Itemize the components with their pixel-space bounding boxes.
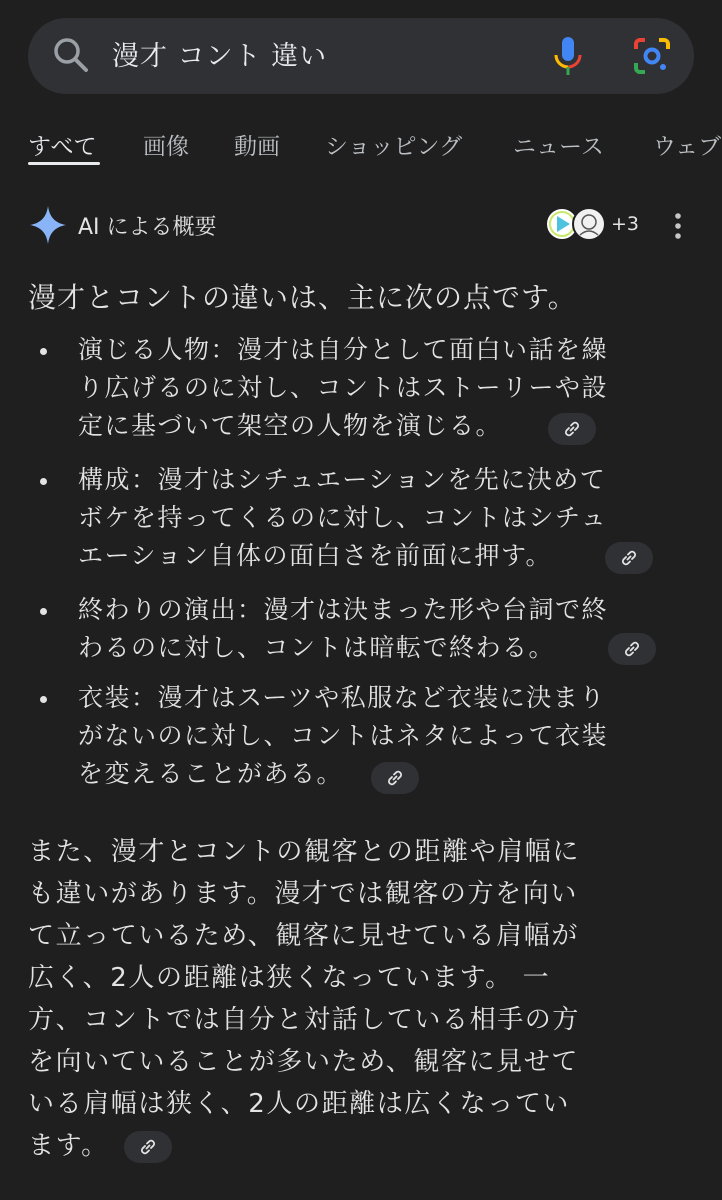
paragraph-line: て立っているため、観客に見せている肩幅が (28, 921, 579, 951)
search-input[interactable]: 漫才 コント 違い (112, 41, 328, 72)
paragraph-line: も違いがあります。漫才では観客の方を向い (28, 879, 578, 909)
paragraph-line: また、漫才とコントの観客との距離や肩幅に (28, 837, 581, 867)
bullet-line: 演じる人物：漫才は自分として面白い話を繰 (78, 335, 609, 364)
link-icon (385, 768, 405, 788)
bullet-line: ボケを持ってくるのに対し、コントはシチュ (78, 503, 608, 532)
link-icon (619, 548, 639, 568)
bullet-dot (40, 696, 47, 703)
source-link-button[interactable] (371, 762, 419, 794)
search-icon[interactable] (52, 36, 90, 74)
ai-overview-title: AI による概要 (78, 215, 217, 240)
link-icon (622, 639, 642, 659)
bullet-line: り広げるのに対し、コントはストーリーや設 (78, 373, 609, 402)
bullet-line: 終わりの演出：漫才は決まった形や台詞で終 (78, 595, 609, 624)
source-avatar[interactable] (572, 207, 606, 241)
paragraph-line: いる肩幅は狭く、2人の距離は広くなってい (28, 1089, 571, 1119)
bullet-line: エーション自体の面白さを前面に押す。 (78, 541, 553, 570)
paragraph-line: ます。 (28, 1131, 109, 1161)
bullet-line: 構成：漫才はシチュエーションを先に決めて (78, 465, 607, 494)
tab-shopping[interactable]: ショッピング (325, 134, 463, 160)
tab-videos[interactable]: 動画 (234, 134, 280, 160)
more-vert-icon[interactable] (670, 212, 686, 240)
search-tabs (0, 118, 722, 178)
bullet-line: を変えることがある。 (78, 759, 344, 788)
lens-icon[interactable] (633, 37, 671, 75)
link-icon (562, 419, 582, 439)
tab-web[interactable]: ウェブ (653, 134, 722, 160)
tab-all[interactable]: すべて (28, 134, 97, 160)
bullet-dot (40, 608, 47, 615)
source-link-button[interactable] (608, 633, 656, 665)
bullet-line: 衣装：漫才はスーツや私服など衣装に決まり (78, 683, 606, 712)
bullet-dot (40, 478, 47, 485)
sparkle-icon (30, 206, 66, 244)
source-link-button[interactable] (548, 413, 596, 445)
link-icon (138, 1137, 158, 1157)
bullet-dot (40, 348, 47, 355)
bullet-line: わるのに対し、コントは暗転で終わる。 (78, 633, 556, 662)
paragraph-line: を向いていることが多いため、観客に見せて (28, 1047, 579, 1077)
source-link-button[interactable] (124, 1131, 172, 1163)
source-count[interactable]: +3 (611, 213, 640, 235)
mic-icon[interactable] (551, 35, 585, 77)
bullet-line: 定に基づいて架空の人物を演じる。 (78, 411, 503, 440)
tab-images[interactable]: 画像 (143, 134, 189, 160)
active-tab-indicator (28, 162, 100, 165)
bullet-line: がないのに対し、コントはネタによって衣装 (78, 721, 609, 750)
tab-news[interactable]: ニュース (513, 134, 604, 160)
ai-summary: 漫才とコントの違いは、主に次の点です。 (28, 281, 577, 314)
source-link-button[interactable] (605, 542, 653, 574)
paragraph-line: 方、コントでは自分と対話している相手の方 (28, 1005, 581, 1035)
paragraph-line: 広く、2人の距離は狭くなっています。 一 (28, 963, 551, 993)
